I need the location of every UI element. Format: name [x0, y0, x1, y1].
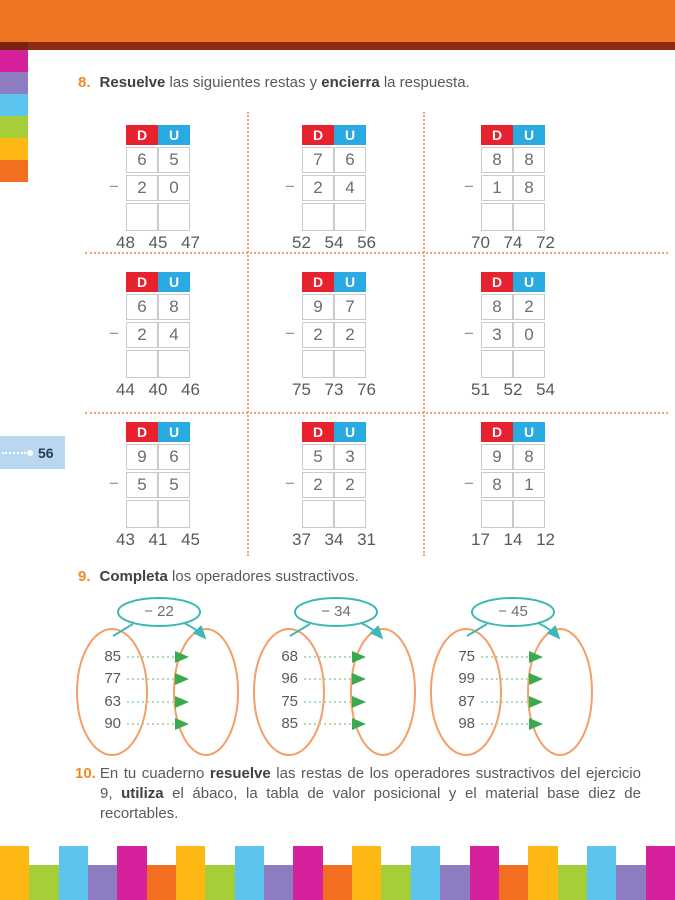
answer-options: [116, 380, 200, 400]
footer-stripe: [59, 846, 88, 900]
minuend-units: 6: [334, 147, 366, 173]
answer-cell-units[interactable]: [158, 500, 190, 528]
units-header: U: [513, 422, 545, 442]
place-value-table: [481, 422, 545, 528]
answer-option[interactable]: 75: [292, 380, 311, 399]
exercise9-heading: [78, 568, 638, 585]
minuend-units: 2: [513, 294, 545, 320]
footer-stripe: [352, 846, 381, 900]
answer-option[interactable]: 14: [503, 530, 523, 549]
answer-options: [471, 233, 555, 253]
badge-dotted-line: [2, 452, 26, 454]
answer-cell-units[interactable]: [334, 203, 366, 231]
operator-diagram-3: [429, 596, 599, 766]
subtrahend-tens: 2: [302, 322, 334, 348]
answer-cell-tens[interactable]: [302, 500, 334, 528]
subtraction-card-1: [78, 125, 238, 257]
footer-stripe: [616, 865, 645, 900]
input-number: 90: [104, 715, 121, 732]
place-value-table: [481, 125, 545, 231]
exercise10-paragraph: [75, 764, 641, 824]
minuend-tens: 6: [126, 294, 158, 320]
subtrahend-tens: 2: [302, 472, 334, 498]
minuend-units: 6: [158, 444, 190, 470]
footer-stripes: [0, 846, 675, 900]
input-number: 63: [104, 693, 121, 710]
footer-stripe: [470, 846, 499, 900]
answer-option[interactable]: 76: [357, 380, 376, 399]
units-header: U: [334, 422, 366, 442]
answer-option[interactable]: 48: [116, 233, 135, 252]
subtrahend-units: 2: [334, 322, 366, 348]
output-oval[interactable]: [528, 629, 592, 755]
exercise8-text-1: las siguientes restas y: [165, 74, 322, 91]
minuend-units: 7: [334, 294, 366, 320]
answer-cell-units[interactable]: [334, 500, 366, 528]
footer-stripe: [176, 846, 205, 900]
subtrahend-units: 8: [513, 175, 545, 201]
input-number: 75: [458, 648, 475, 665]
footer-stripe: [29, 865, 58, 900]
input-number: 98: [458, 715, 475, 732]
subtrahend-units: 0: [513, 322, 545, 348]
footer-stripe: [411, 846, 440, 900]
exercise8-verb: Resuelve: [99, 74, 166, 91]
subtrahend-tens: 2: [126, 175, 158, 201]
subtrahend-tens: 5: [126, 472, 158, 498]
answer-cell-tens[interactable]: [126, 203, 158, 231]
footer-stripe: [293, 846, 322, 900]
subtrahend-tens: 2: [302, 175, 334, 201]
answer-cell-units[interactable]: [513, 500, 545, 528]
footer-stripe: [528, 846, 557, 900]
operator-label: − 34: [321, 603, 351, 620]
minuend-tens: 9: [302, 294, 334, 320]
exercise9-verb: Completa: [99, 568, 168, 585]
subtraction-card-6: [433, 272, 593, 404]
answer-option[interactable]: 74: [503, 233, 523, 252]
answer-option[interactable]: 72: [536, 233, 555, 252]
output-oval[interactable]: [174, 629, 238, 755]
input-number: 87: [458, 693, 475, 710]
minus-sign: −: [464, 474, 474, 493]
input-number: 68: [281, 648, 298, 665]
exercise8-verb-2: encierra: [321, 74, 380, 91]
place-value-table: [126, 125, 190, 231]
answer-option[interactable]: 17: [471, 530, 490, 549]
answer-option[interactable]: 12: [536, 530, 555, 549]
footer-stripe: [440, 865, 469, 900]
subtrahend-tens: 2: [126, 322, 158, 348]
input-number: 99: [458, 670, 475, 687]
place-value-table: [302, 272, 366, 378]
subtrahend-tens: 3: [481, 322, 513, 348]
horizontal-separator-2: [85, 412, 668, 414]
answer-options: [471, 530, 555, 550]
minuend-tens: 6: [126, 147, 158, 173]
answer-option[interactable]: 45: [148, 233, 168, 252]
answer-option[interactable]: 46: [181, 380, 200, 399]
minuend-tens: 5: [302, 444, 334, 470]
subtraction-card-8: [254, 422, 414, 554]
tens-header: D: [126, 422, 158, 442]
subtrahend-units: 1: [513, 472, 545, 498]
answer-cell-tens[interactable]: [302, 350, 334, 378]
minus-sign: −: [285, 177, 295, 196]
footer-stripe: [646, 846, 675, 900]
exercise10-text-1: En tu cuaderno: [99, 765, 210, 782]
footer-stripe: [264, 865, 293, 900]
side-color-stack: [0, 50, 28, 182]
subtraction-card-7: [78, 422, 238, 554]
answer-cell-tens[interactable]: [481, 350, 513, 378]
answer-cell-tens[interactable]: [481, 500, 513, 528]
exercise10-verb-1: resuelve: [209, 765, 271, 782]
subtrahend-units: 4: [158, 322, 190, 348]
minuend-units: 3: [334, 444, 366, 470]
answer-options: [292, 380, 376, 400]
page-number: 56: [38, 444, 54, 461]
answer-option[interactable]: 31: [357, 530, 376, 549]
answer-option[interactable]: 54: [536, 380, 555, 399]
answer-option[interactable]: 37: [292, 530, 311, 549]
answer-cell-units[interactable]: [513, 350, 545, 378]
answer-option[interactable]: 70: [471, 233, 490, 252]
tens-header: D: [481, 422, 513, 442]
answer-cell-tens[interactable]: [126, 500, 158, 528]
tens-header: D: [302, 422, 334, 442]
answer-options: [292, 233, 376, 253]
units-header: U: [513, 272, 545, 292]
footer-stripe: [117, 846, 146, 900]
badge-dot: [27, 450, 33, 456]
color-square: [0, 50, 28, 72]
minuend-tens: 8: [481, 147, 513, 173]
subtrahend-tens: 8: [481, 472, 513, 498]
answer-options: [116, 530, 200, 550]
input-number: 85: [281, 715, 298, 732]
footer-stripe: [0, 846, 29, 900]
answer-option[interactable]: 52: [503, 380, 523, 399]
top-maroon-rule: [0, 42, 675, 50]
minus-sign: −: [285, 474, 295, 493]
operator-label: − 45: [498, 603, 528, 620]
tens-header: D: [302, 125, 334, 145]
subtrahend-tens: 1: [481, 175, 513, 201]
minus-sign: −: [109, 324, 119, 343]
exercise9-text: los operadores sustractivos.: [167, 568, 359, 585]
place-value-table: [302, 125, 366, 231]
units-header: U: [158, 422, 190, 442]
minuend-tens: 9: [126, 444, 158, 470]
color-square: [0, 138, 28, 160]
footer-stripe: [235, 846, 264, 900]
answer-option[interactable]: 34: [324, 530, 344, 549]
footer-stripe: [88, 865, 117, 900]
answer-option[interactable]: 40: [148, 380, 168, 399]
units-header: U: [334, 272, 366, 292]
exercise8-heading: [78, 74, 638, 91]
footer-stripe: [499, 865, 528, 900]
color-square: [0, 72, 28, 94]
tens-header: D: [302, 272, 334, 292]
answer-cell-units[interactable]: [334, 350, 366, 378]
exercise8-number: 8.: [78, 74, 91, 91]
answer-options: [292, 530, 376, 550]
minuend-tens: 8: [481, 294, 513, 320]
subtraction-card-2: [254, 125, 414, 257]
color-square: [0, 116, 28, 138]
answer-option[interactable]: 54: [324, 233, 344, 252]
minus-sign: −: [109, 474, 119, 493]
subtrahend-units: 2: [334, 472, 366, 498]
minus-sign: −: [464, 177, 474, 196]
answer-option[interactable]: 44: [116, 380, 135, 399]
tens-header: D: [126, 272, 158, 292]
tens-header: D: [481, 125, 513, 145]
input-number: 77: [104, 670, 121, 687]
minuend-units: 8: [513, 147, 545, 173]
answer-option[interactable]: 41: [148, 530, 168, 549]
footer-stripe: [323, 865, 352, 900]
tens-header: D: [126, 125, 158, 145]
minus-sign: −: [464, 324, 474, 343]
minus-sign: −: [285, 324, 295, 343]
answer-cell-tens[interactable]: [126, 350, 158, 378]
input-number: 85: [104, 648, 121, 665]
input-number: 96: [281, 670, 298, 687]
footer-stripe: [587, 846, 616, 900]
exercise10-number: 10.: [75, 765, 96, 782]
place-value-table: [481, 272, 545, 378]
subtrahend-units: 4: [334, 175, 366, 201]
answer-cell-tens[interactable]: [302, 203, 334, 231]
output-oval[interactable]: [351, 629, 415, 755]
minuend-tens: 7: [302, 147, 334, 173]
place-value-table: [302, 422, 366, 528]
subtraction-card-3: [433, 125, 593, 257]
answer-cell-units[interactable]: [513, 203, 545, 231]
place-value-table: [126, 422, 190, 528]
exercise10-text-3: el ábaco, la tabla de valor posicional y el material base diez de recortables.: [100, 785, 641, 822]
answer-option[interactable]: 52: [292, 233, 311, 252]
units-header: U: [158, 125, 190, 145]
answer-option[interactable]: 51: [471, 380, 490, 399]
subtrahend-units: 5: [158, 472, 190, 498]
answer-option[interactable]: 43: [116, 530, 135, 549]
footer-stripe: [147, 865, 176, 900]
answer-options: [116, 233, 200, 253]
answer-option[interactable]: 56: [357, 233, 376, 252]
minuend-units: 8: [158, 294, 190, 320]
top-maroon-rule-left: [0, 42, 28, 50]
units-header: U: [334, 125, 366, 145]
minus-sign: −: [109, 177, 119, 196]
input-number: 75: [281, 693, 298, 710]
vertical-separator-2: [423, 112, 425, 556]
vertical-separator-1: [247, 112, 249, 556]
units-header: U: [158, 272, 190, 292]
footer-stripe: [558, 865, 587, 900]
subtraction-card-4: [78, 272, 238, 404]
top-orange-bar: [0, 0, 675, 42]
exercise10-text-2: las restas de los operadores sustractivos del ejercicio 9,: [100, 765, 641, 802]
minuend-tens: 9: [481, 444, 513, 470]
answer-cell-units[interactable]: [158, 350, 190, 378]
answer-options: [471, 380, 555, 400]
operator-label: − 22: [144, 603, 174, 620]
subtrahend-units: 0: [158, 175, 190, 201]
subtraction-card-5: [254, 272, 414, 404]
footer-stripe: [205, 865, 234, 900]
units-header: U: [513, 125, 545, 145]
exercise10-verb-2: utiliza: [121, 785, 164, 802]
color-square: [0, 94, 28, 116]
page-number-badge: [0, 436, 65, 469]
footer-stripe: [381, 865, 410, 900]
operator-diagram-1: [75, 596, 245, 766]
answer-cell-tens[interactable]: [481, 203, 513, 231]
minuend-units: 8: [513, 444, 545, 470]
tens-header: D: [481, 272, 513, 292]
minuend-units: 5: [158, 147, 190, 173]
answer-option[interactable]: 47: [181, 233, 200, 252]
place-value-table: [126, 272, 190, 378]
exercise9-number: 9.: [78, 568, 91, 585]
subtraction-card-9: [433, 422, 593, 554]
color-square: [0, 160, 28, 182]
answer-option[interactable]: 45: [181, 530, 200, 549]
answer-option[interactable]: 73: [324, 380, 344, 399]
answer-cell-units[interactable]: [158, 203, 190, 231]
exercise8-text-2: la respuesta.: [379, 74, 470, 91]
operator-diagram-2: [252, 596, 422, 766]
